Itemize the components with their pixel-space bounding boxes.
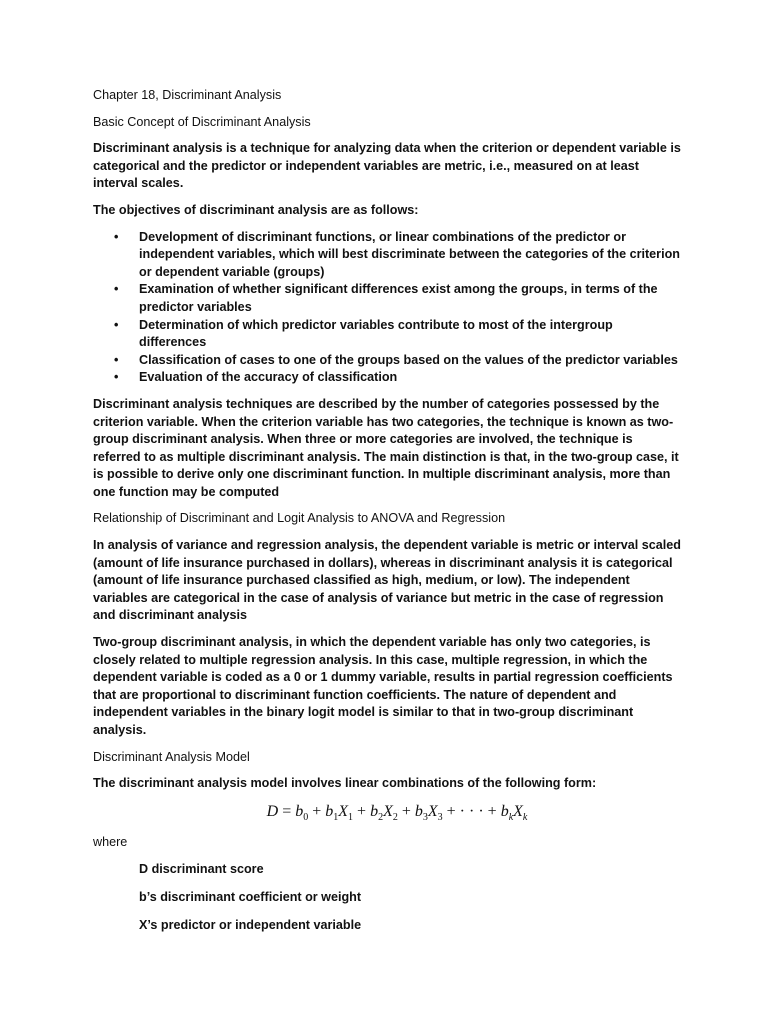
bullet-icon: • xyxy=(114,370,119,385)
objectives-list xyxy=(93,229,683,387)
paragraph-two-group: Two-group discriminant analysis, in which the dependent variable has only two categories, is closely related to multiple regression analysis. In this case, multiple regression, in which the dependent variable is coded as a 0 or 1 dummy variable, results in partial regression coefficients that are proportional to discriminant function coefficients. The nature of dependent and independent variables in the binary logit model is similar to that in two-group discriminant analysis. xyxy=(93,635,673,737)
discriminant-formula: $D = b_0 + b_1X_1 + b_2X_2 + b_3X_3$ + · · · + $b_kX_k$ xyxy=(266,802,528,823)
document-page xyxy=(93,87,683,944)
list-item xyxy=(93,281,683,316)
bullet-icon: • xyxy=(114,352,119,367)
list-item xyxy=(93,369,683,387)
section-heading-relationship: Relationship of Discriminant and Logit Analysis to ANOVA and Regression xyxy=(93,511,506,526)
model-intro: The discriminant analysis model involves linear combinations of the following form: xyxy=(93,776,597,791)
paragraph-anova-regression: In analysis of variance and regression analysis, the dependent variable is metric or interval scaled (amount of life insurance purchased in dollars), whereas in discriminant analysis it is categorical (amount of life insurance purchased classified as high, medium, or low). The independent variables are categorical in the case of analysis of variance but metric in the case of regression and discriminant analysis xyxy=(93,538,681,623)
where-label: where xyxy=(93,834,128,849)
term-two-group: two-group discriminant analysis xyxy=(93,414,674,447)
list-item-text: Development of discriminant functions, or linear combinations of the predictor or independent variables, which will best discriminate between the categories of the criterion or dependent variable (groups) xyxy=(139,229,680,279)
techniques-text-1: Discriminant analysis techniques are described by the number of categories possessed by the criterion variable. When the criterion variable has two categories, the technique is known as xyxy=(93,396,660,429)
definitions-list xyxy=(93,861,683,934)
bullet-icon: • xyxy=(114,229,119,244)
chapter-title: Chapter 18, Discriminant Analysis xyxy=(93,88,282,102)
section-heading-model: Discriminant Analysis Model xyxy=(93,749,250,764)
techniques-text-2: . When three or more categories are involved, the technique is referred to as xyxy=(93,432,633,464)
definition-item: X’s predictor or independent variable xyxy=(139,917,362,932)
techniques-text-3: . The main distinction is that, in the two-group case, it is possible to derive only one discriminant function. In multiple discriminant analysis, more than one function may be computed xyxy=(93,449,679,499)
objectives-intro: The objectives of discriminant analysis are as follows: xyxy=(93,202,419,217)
list-item-text: Classification of cases to one of the groups based on the values of the predictor variables xyxy=(139,352,678,367)
list-item-text: Examination of whether significant differences exist among the groups, in terms of the predictor variables xyxy=(139,282,658,314)
list-item xyxy=(93,317,683,352)
bullet-icon: • xyxy=(114,282,119,297)
bullet-icon: • xyxy=(114,317,119,332)
paragraph-techniques xyxy=(93,396,683,502)
list-item xyxy=(93,352,683,370)
definition-item: D discriminant score xyxy=(139,862,264,877)
list-item-text: Evaluation of the accuracy of classification xyxy=(139,370,398,385)
section-heading-basic-concept: Basic Concept of Discriminant Analysis xyxy=(93,114,311,129)
definition-item: b’s discriminant coefficient or weight xyxy=(139,889,362,904)
list-item-text: Determination of which predictor variables contribute to most of the intergroup differences xyxy=(139,317,613,350)
term-multiple: multiple discriminant analysis xyxy=(177,449,357,464)
paragraph-definition: Discriminant analysis is a technique for analyzing data when the criterion or dependent variable is categorical and the predictor or independent variables are metric, i.e., measured on at least interval scales. xyxy=(93,141,681,191)
list-item xyxy=(93,229,683,282)
